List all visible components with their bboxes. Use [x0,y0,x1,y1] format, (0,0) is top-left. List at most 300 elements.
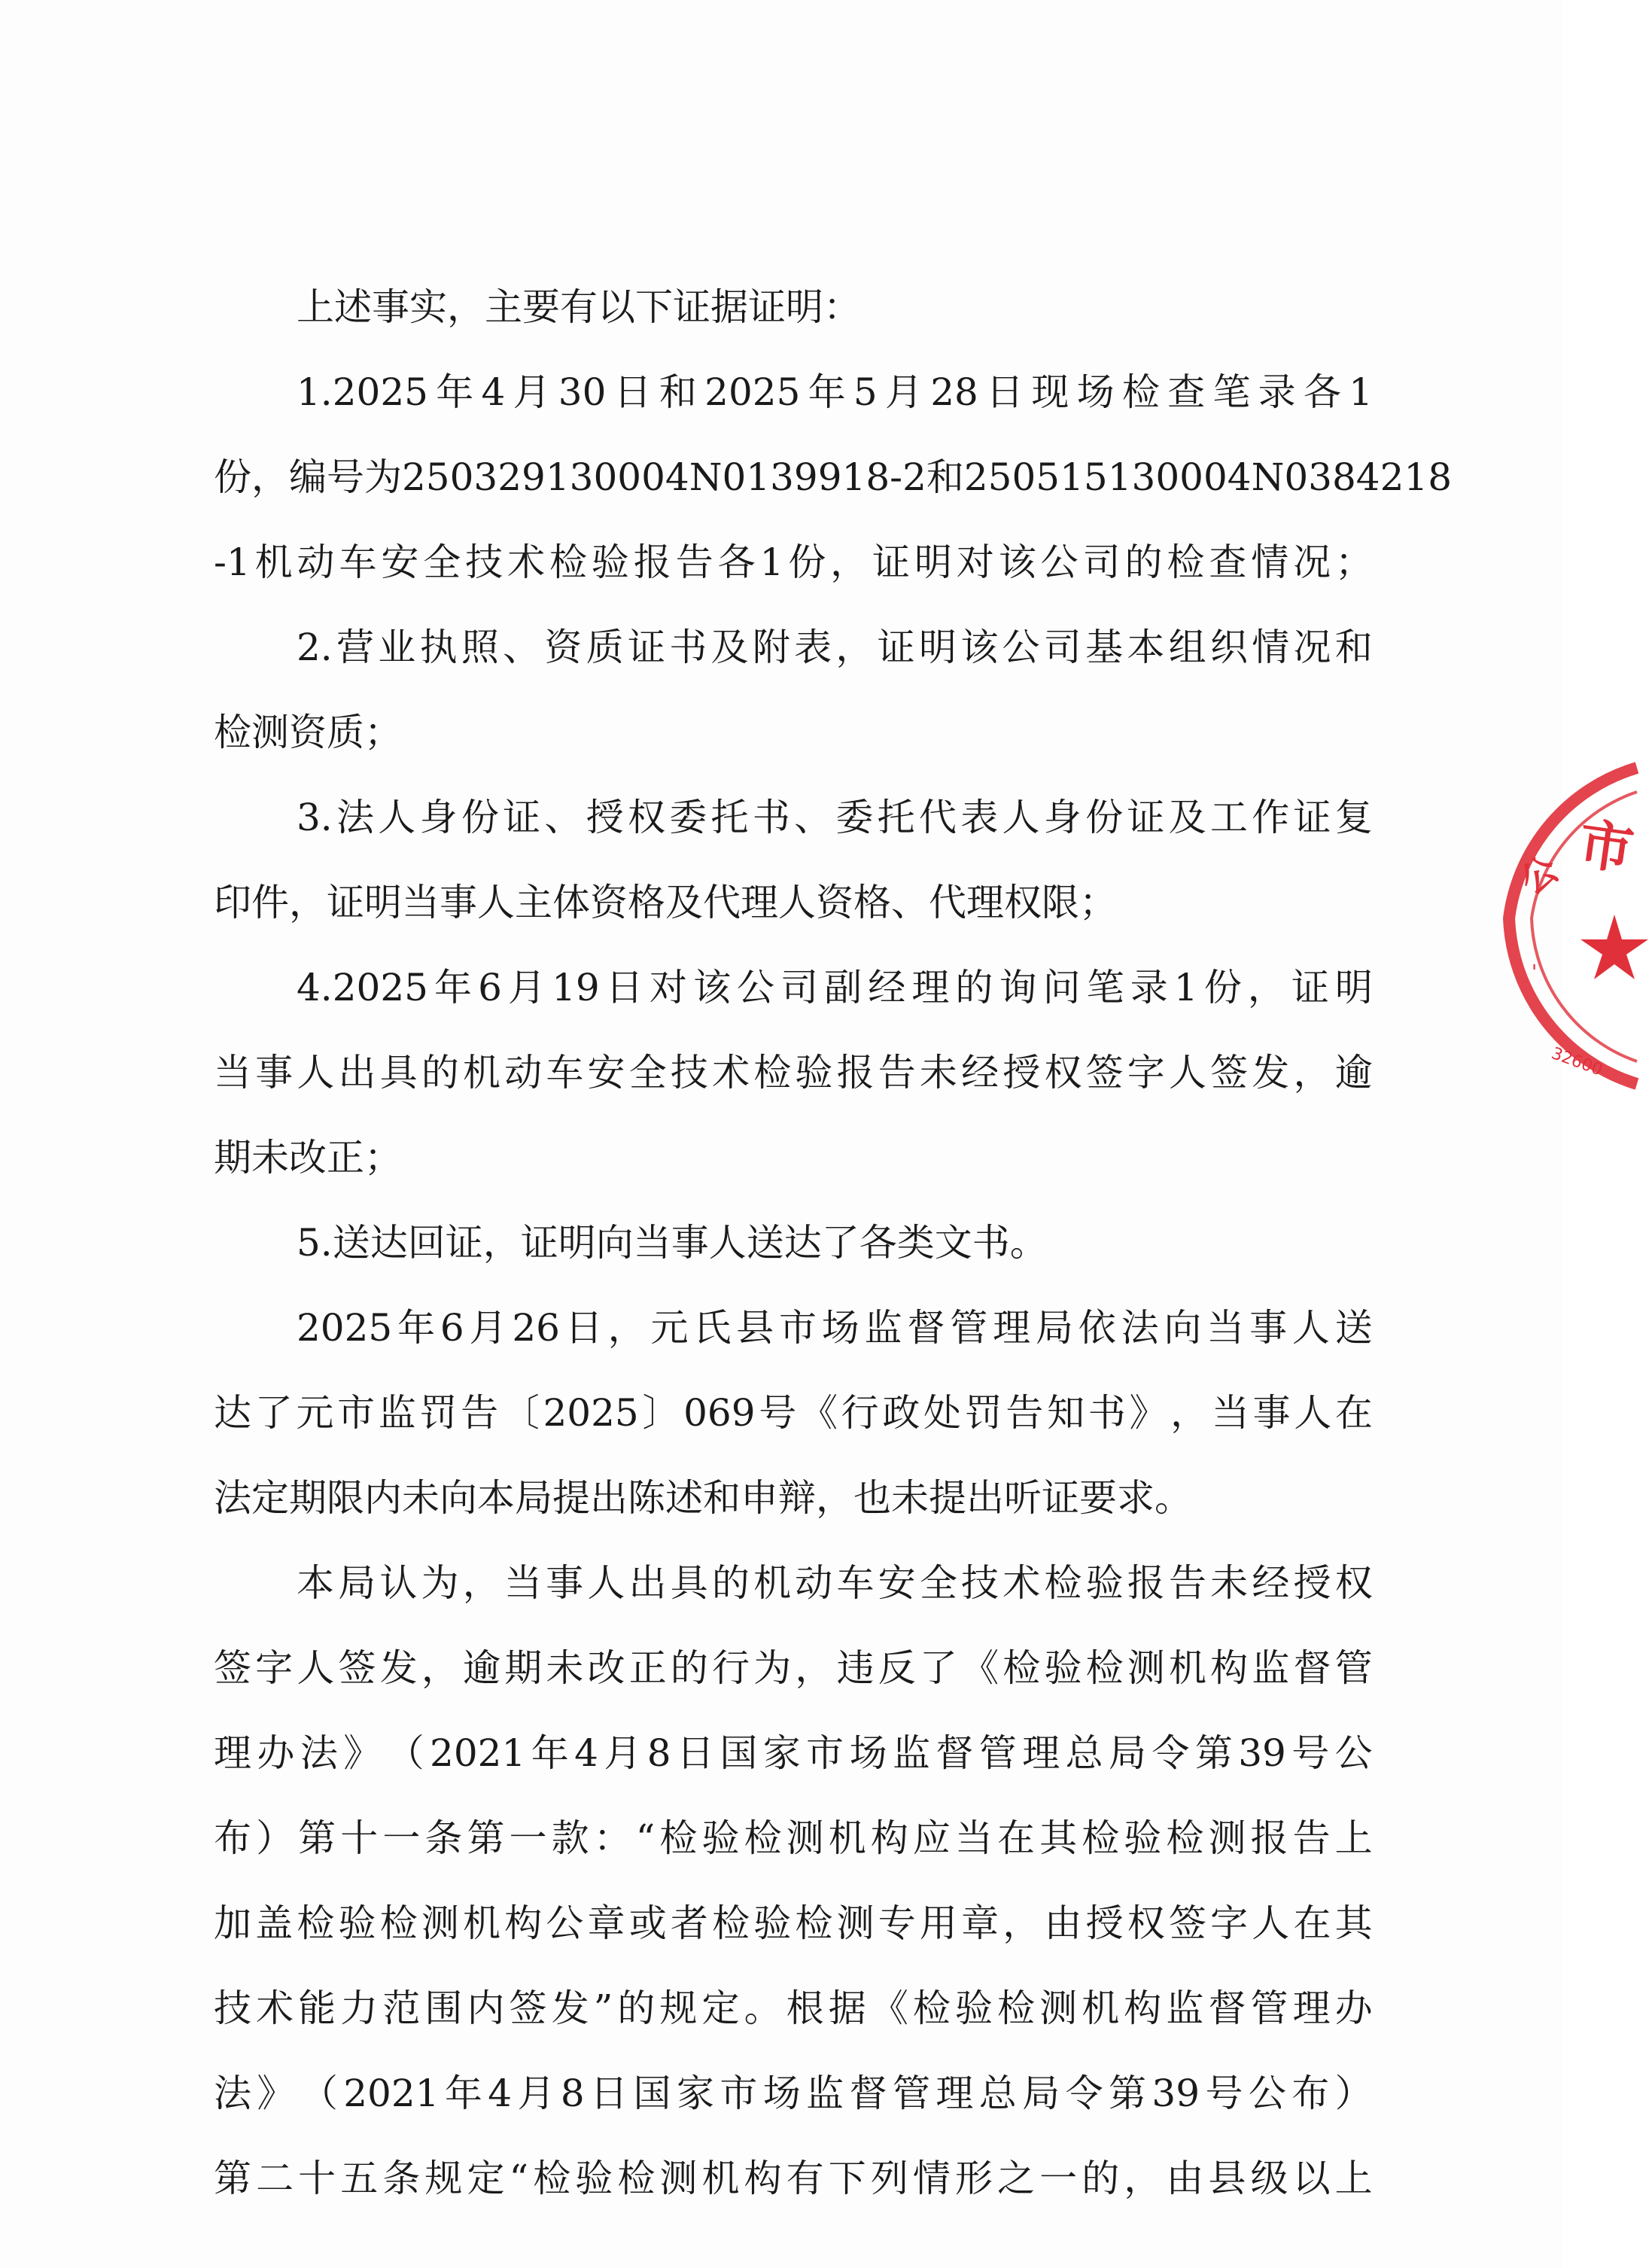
text-glyph: 验 [575,2157,613,2200]
text-line [214,2136,1373,2221]
text-glyph: 测 [786,1816,824,1860]
text-glyph: 、 [794,796,832,839]
text-glyph: ， [1124,2157,1162,2200]
text-glyph: 检 [712,1901,750,1945]
text-glyph: 照 [461,626,499,669]
text-glyph: 明 [914,540,952,584]
text-glyph: 情 [1251,540,1289,584]
text-glyph: 管 [950,1306,988,1350]
text-glyph: 基 [1085,626,1124,669]
text-glyph: 〔 [501,1391,540,1435]
text-glyph: 检 [1166,1816,1204,1860]
text-glyph: 录 [1130,966,1168,1009]
text-glyph: 况 [1293,540,1331,584]
text-glyph: 一 [382,1816,421,1860]
text-glyph: 章 [961,1901,999,1945]
text-glyph: 证 [627,626,665,669]
text-line: 印件，证明当事人主体资格及代理人资格、代理权限； [214,881,1117,924]
text-glyph: 事 [1249,1306,1288,1350]
text-glyph: 检 [795,1901,833,1945]
text-glyph: 第 [1109,2072,1146,2115]
text-glyph: 检 [753,1051,792,1094]
text-glyph: 五 [340,2157,379,2200]
text-glyph: 工 [1209,796,1248,839]
text-glyph: 份 [461,796,499,839]
text-glyph: 现 [1031,370,1069,414]
text-glyph: 质 [586,626,624,669]
text-glyph: 〕 [642,1391,680,1435]
text-glyph: 、 [503,626,541,669]
text-glyph: 明 [918,626,957,669]
text-line [214,435,1453,520]
text-glyph: 用 [919,1901,957,1945]
text-glyph: 动 [795,1561,833,1605]
text-glyph: 签 [1168,1901,1206,1945]
text-glyph: 号 [1291,1731,1330,1775]
text-glyph: 的 [1082,2157,1120,2200]
text-glyph: 的 [711,1561,750,1605]
text-glyph: 月 [884,370,923,414]
text-glyph: 发 [1252,1051,1290,1094]
text-glyph: 司 [1043,626,1082,669]
text-glyph: 术 [507,540,546,584]
text-glyph: 检 [1167,540,1205,584]
text-glyph: ， [830,540,869,584]
text-glyph: 动 [504,1051,543,1094]
text-line: 期未改正； [214,1136,402,1180]
text-glyph: 告 [461,1391,499,1435]
text-glyph: 级 [1250,2157,1288,2200]
text-glyph: 机 [463,1901,501,1945]
text-glyph: 根 [786,1986,824,2030]
text-glyph: 违 [836,1646,875,1690]
text-glyph: 总 [1065,1731,1103,1775]
text-glyph: 1 [1173,966,1198,1009]
text-glyph: 车 [339,540,377,584]
text-glyph: “ [635,1816,656,1860]
text-glyph: 《 [961,1646,999,1690]
text-glyph: 身 [419,796,458,839]
text-glyph: 情 [912,2157,951,2200]
text-line [214,1371,1373,1456]
text-glyph: 监 [378,1391,416,1435]
text-glyph: 字 [255,1646,294,1690]
text-glyph: 月 [513,370,551,414]
text-glyph: 出 [628,1561,667,1605]
text-line: 法定期限内未向本局提出陈述和申辩，也未提出听证要求。 [214,1476,1192,1520]
text-glyph: 具 [379,1051,418,1094]
text-line [214,1626,1373,1711]
text-glyph: 书 [669,626,707,669]
seal-star-icon [1581,915,1648,979]
text-glyph: 2025 [297,1306,393,1350]
text-glyph: 编 [289,455,327,499]
text-glyph: ） [256,1816,294,1860]
text-glyph: 证 [1127,796,1165,839]
text-glyph: 监 [864,1306,902,1350]
text-glyph: 第 [467,1816,505,1860]
text-glyph: 检 [1121,370,1160,414]
text-glyph: 各 [1303,370,1341,414]
text-glyph: 构 [870,1816,908,1860]
text-glyph: 改 [587,1646,625,1690]
text-glyph: 章 [587,1901,625,1945]
text-glyph: 理 [214,1731,251,1775]
text-glyph: 对 [649,966,687,1009]
text-glyph: 加 [214,1901,251,1945]
text-glyph: 内 [467,1986,505,2030]
text-glyph: 监 [1252,1646,1290,1690]
text-glyph: 250329130004N0139918-2 [402,455,926,499]
text-glyph: 机 [1082,1986,1120,2030]
text-glyph: 市 [778,1306,817,1350]
text-glyph: 验 [1085,1561,1124,1605]
text-glyph: 事 [255,1051,294,1094]
text-glyph: 2025 [704,370,801,414]
text-glyph: 人 [1294,1391,1332,1435]
text-glyph: 委 [669,796,707,839]
text-glyph: 一 [1039,2157,1078,2200]
text-glyph: 份 [1085,796,1124,839]
text-glyph: 月 [508,966,546,1009]
text-glyph: 19 [552,966,600,1009]
text-glyph: 和 [1334,626,1373,669]
text-glyph: ； [1335,540,1373,584]
text-glyph: 国 [633,2072,671,2115]
text-glyph: 形 [954,2157,993,2200]
text-glyph: 检 [912,1986,951,2030]
text-glyph: 全 [919,1561,957,1605]
text-glyph: 发 [379,1646,418,1690]
text-glyph: 法 [1121,1306,1159,1350]
text-glyph: 权 [1334,1561,1373,1605]
text-glyph: 。 [744,1986,782,2030]
text-glyph: 复 [1334,796,1373,839]
text-glyph: 令 [1152,1731,1190,1775]
text-glyph: 签 [1085,1051,1124,1094]
text-glyph: 人 [297,1051,335,1094]
text-glyph: 6 [440,1306,464,1350]
text-glyph: 市 [720,2072,758,2115]
text-glyph: 字 [1127,1051,1165,1094]
text-glyph: 法 [336,796,374,839]
text-glyph: 上 [1334,1816,1373,1860]
text-glyph: 技 [214,1986,251,2030]
text-glyph: 该 [692,966,731,1009]
text-glyph: 正 [628,1646,667,1690]
text-glyph: 定 [701,1986,740,2030]
text-glyph: 事 [546,1561,584,1605]
text-glyph: 权 [627,796,665,839]
text-glyph: 二 [256,2157,294,2200]
text-glyph: 在 [1293,1901,1331,1945]
text-glyph: 人 [1252,1901,1290,1945]
text-glyph: 当 [504,1561,542,1605]
text-glyph: 监 [806,2072,844,2115]
text-glyph: 4 [481,370,506,414]
text-glyph: 业 [378,626,416,669]
text-glyph: 日 [564,1306,603,1350]
text-glyph: 检 [1085,1646,1124,1690]
text-glyph: 号 [1205,2072,1243,2115]
text-line [214,1711,1373,1796]
text-glyph: 该 [960,626,999,669]
text-glyph: 督 [907,1306,945,1350]
text-glyph: 术 [1002,1561,1041,1605]
seal-char-main: 市 [1574,811,1638,882]
text-glyph: 力 [340,1986,379,2030]
text-glyph: 年 [397,1306,436,1350]
text-glyph: 份 [214,455,251,499]
text-glyph: 检 [997,1986,1036,2030]
text-glyph: 书 [1088,1391,1126,1435]
text-glyph: 告 [1292,1816,1331,1860]
seal-code-text: 32600 [1548,1044,1605,1080]
text-glyph: 家 [762,1731,801,1775]
text-glyph: 授 [1293,1561,1331,1605]
text-glyph: 证 [1291,966,1329,1009]
text-glyph: 测 [1039,1986,1078,2030]
text-glyph: 年 [436,370,474,414]
text-line [214,1286,1373,1371]
text-glyph: 构 [1124,1986,1162,2030]
text-glyph: 动 [297,540,335,584]
text-glyph: 县 [736,1306,774,1350]
text-glyph: 之 [997,2157,1036,2200]
text-glyph: 督 [849,2072,887,2115]
text-glyph: 达 [214,1391,251,1435]
text-glyph: 管 [978,1731,1017,1775]
text-glyph: 验 [753,1901,792,1945]
text-glyph: 管 [892,2072,930,2115]
text-glyph: 罚 [419,1391,458,1435]
text-glyph: ） [1334,2072,1373,2115]
text-glyph: ： [593,1816,631,1860]
text-glyph: 场 [821,1306,859,1350]
text-glyph: 本 [1127,626,1165,669]
text-glyph: 检 [297,1901,335,1945]
text-glyph: 4 [488,2072,513,2115]
text-glyph: 人 [297,1646,335,1690]
text-line [214,775,1373,860]
text-glyph: 笔 [1212,370,1251,414]
text-line [214,1966,1373,2051]
text-glyph: 依 [1078,1306,1116,1350]
text-glyph: 国 [720,1731,758,1775]
text-glyph: 1.2025 [297,370,428,414]
text-line [214,1030,1373,1116]
text-glyph: 列 [870,2157,908,2200]
text-glyph: 执 [419,626,458,669]
text-glyph: 办 [257,1731,295,1775]
text-glyph: 明 [1334,966,1373,1009]
text-glyph: 问 [1042,966,1081,1009]
text-glyph: 未 [919,1051,957,1094]
text-glyph: 管 [1250,1986,1288,2030]
text-glyph: 知 [1047,1391,1085,1435]
text-glyph: 布 [214,1816,251,1860]
text-glyph: 为 [753,1646,792,1690]
text-line [214,1796,1373,1881]
text-glyph: 据 [828,1986,866,2030]
text-line [214,2051,1373,2136]
text-glyph: 授 [586,796,624,839]
text-glyph: 验 [338,1901,376,1945]
text-glyph: 检 [533,2157,571,2200]
text-glyph: 日 [676,1731,714,1775]
text-glyph: 术 [712,1051,750,1094]
text-glyph: 附 [752,626,790,669]
text-glyph: 检 [744,1816,782,1860]
text-glyph: 理 [993,1306,1031,1350]
text-glyph: 《 [870,1986,908,2030]
text-glyph: 5 [853,370,878,414]
text-glyph: 8 [560,2072,585,2115]
text-glyph: 表 [794,626,832,669]
text-glyph: 法 [300,1731,338,1775]
text-line: 上述事实，主要有以下证据证明： [297,285,861,329]
text-glyph: 车 [836,1561,875,1605]
text-glyph: 在 [1334,1391,1373,1435]
text-glyph: 年 [531,1731,569,1775]
text-glyph: 年 [444,2072,482,2115]
text-glyph: 月 [604,1731,642,1775]
text-glyph: 告 [878,1051,916,1094]
text-glyph: 条 [424,1816,463,1860]
text-glyph: 签 [1210,1051,1249,1094]
text-glyph: 日 [986,370,1024,414]
text-glyph: 的 [1124,540,1163,584]
text-glyph: 公 [1248,2072,1286,2115]
text-glyph: 4 [574,1731,598,1775]
text-glyph: 号 [327,455,364,499]
text-glyph: 行 [841,1391,879,1435]
text-glyph: 条 [382,2157,421,2200]
text-glyph: 的 [670,1646,708,1690]
text-glyph: 组 [1168,626,1206,669]
text-glyph: 公 [737,966,775,1009]
text-glyph: 送 [1334,1306,1373,1350]
text-glyph: 机 [701,2157,740,2200]
text-glyph: 构 [504,1901,543,1945]
text-glyph: 或 [628,1901,667,1945]
text-glyph: 办 [1334,1986,1373,2030]
text-line [214,520,1373,605]
text-line [214,350,1373,435]
text-glyph: 签 [509,1986,547,2030]
text-glyph: 签 [214,1646,251,1690]
text-glyph: 》 [257,2072,295,2115]
text-glyph: 督 [1293,1646,1331,1690]
text-glyph: 未 [546,1646,584,1690]
text-glyph: 情 [1252,626,1290,669]
text-glyph: 检 [617,2157,656,2200]
text-glyph: 家 [676,2072,714,2115]
text-glyph: 签 [338,1646,376,1690]
text-glyph: 当 [1206,1306,1245,1350]
text-glyph: 织 [1209,626,1248,669]
document-body [214,265,1453,2221]
text-glyph: 告 [1168,1561,1206,1605]
text-glyph: 逾 [1334,1051,1373,1094]
text-glyph: 局 [1035,1306,1073,1350]
text-glyph: 理 [1292,1986,1331,2030]
text-glyph: 资 [544,626,583,669]
text-glyph: 事 [1252,1391,1291,1435]
text-glyph: 款 [551,1816,589,1860]
text-glyph: 局 [338,1561,376,1605]
text-glyph: 检 [379,1901,418,1945]
seal-char-left: 公 [1512,848,1567,903]
text-glyph: 测 [421,1901,459,1945]
text-glyph: 证 [503,796,541,839]
text-line [214,605,1373,690]
text-glyph: 30 [558,370,607,414]
text-glyph: 司 [1082,540,1121,584]
text-glyph: ， [251,455,289,499]
text-glyph: 6 [478,966,502,1009]
text-glyph: 市 [806,1731,844,1775]
text-glyph: 录 [1258,370,1296,414]
text-glyph: 机 [463,1051,501,1094]
text-glyph: 场 [1076,370,1115,414]
text-glyph: 和 [659,370,697,414]
text-glyph: 及 [1168,796,1206,839]
text-glyph: 车 [546,1051,584,1094]
text-glyph: -1 [214,540,251,584]
text-glyph: 应 [912,1816,951,1860]
text-glyph: 证 [872,540,911,584]
text-glyph: 者 [670,1901,708,1945]
text-glyph: 总 [978,2072,1017,2115]
text-glyph: 的 [955,966,993,1009]
text-glyph: 令 [1065,2072,1103,2115]
text-glyph: （ [386,1731,424,1775]
text-glyph: 技 [670,1051,708,1094]
text-glyph: 身 [1043,796,1082,839]
text-glyph: 经 [1252,1561,1290,1605]
text-glyph: 表 [960,796,999,839]
text-glyph: 1 [1349,370,1373,414]
text-glyph: 公 [546,1901,584,1945]
text-glyph: 公 [1334,1731,1373,1775]
text-glyph: 营 [336,626,374,669]
text-glyph: 当 [1211,1391,1249,1435]
text-line [214,1881,1373,1966]
text-glyph: ， [462,1561,500,1605]
text-glyph: 测 [1127,1646,1165,1690]
text-glyph: 术 [256,1986,294,2030]
text-glyph: 》 [1129,1391,1167,1435]
text-glyph: 公 [1040,540,1079,584]
text-glyph: 构 [1210,1646,1249,1690]
text-glyph: 司 [780,966,819,1009]
text-glyph: 》 [343,1731,382,1775]
text-glyph: 市 [337,1391,376,1435]
text-glyph: ” [593,1986,613,2030]
text-glyph: 第 [298,1816,336,1860]
text-glyph: 本 [297,1561,334,1605]
text-glyph: 人 [1291,1306,1330,1350]
text-glyph: 第 [214,2157,251,2200]
text-glyph: 由 [1044,1901,1082,1945]
text-glyph: 日 [613,370,652,414]
text-glyph: 当 [214,1051,251,1094]
text-glyph: 期 [504,1646,543,1690]
text-glyph: 证 [877,626,915,669]
text-glyph: 局 [1109,1731,1146,1775]
text-glyph: 经 [961,1051,999,1094]
